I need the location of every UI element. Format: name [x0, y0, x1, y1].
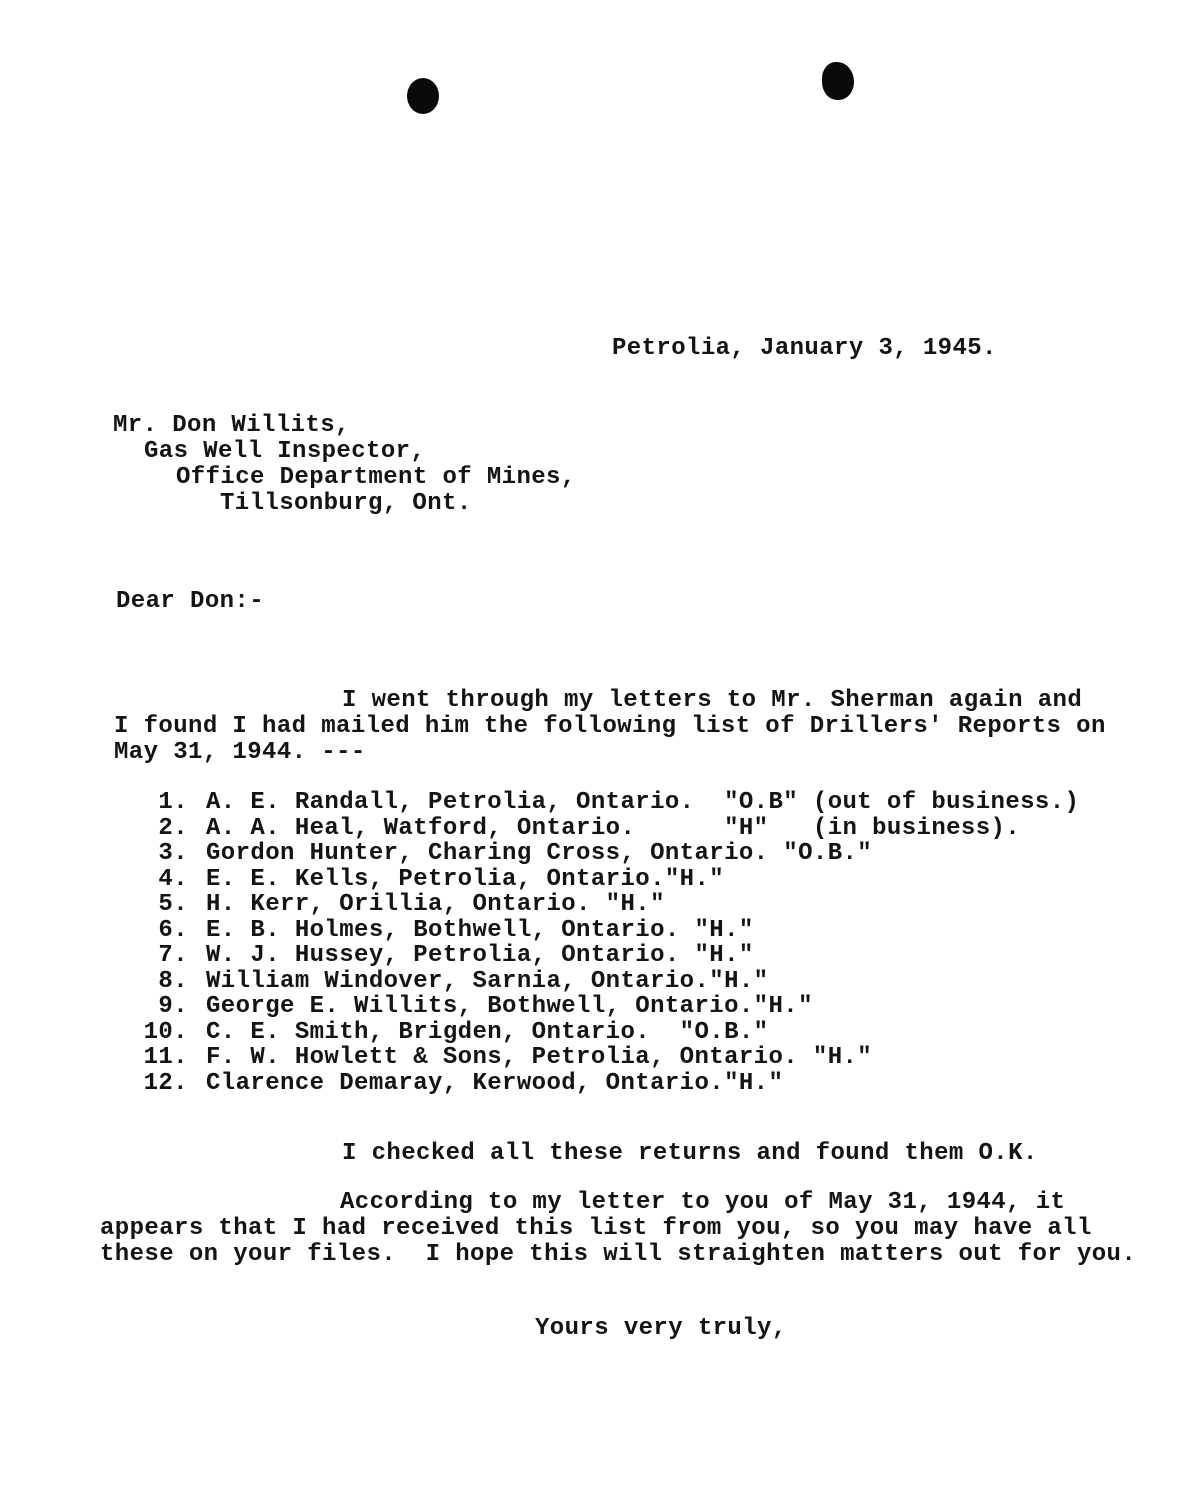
list-item-number: 6. — [158, 916, 188, 944]
list-item — [96, 1071, 1079, 1097]
list-item-text: A. E. Randall, Petrolia, Ontario. "O.B" (out of business.) — [206, 789, 1080, 816]
list-item — [96, 1020, 1079, 1046]
recipient-name: Mr. Don Willits, — [113, 412, 350, 439]
list-item-text: H. Kerr, Orillia, Ontario. "H." — [206, 891, 665, 918]
salutation: Dear Don:- — [116, 588, 265, 615]
closing-line: appears that I had received this list from you, so you may have all — [100, 1215, 1092, 1242]
intro-line: May 31, 1944. --- — [114, 739, 366, 766]
list-item-text: C. E. Smith, Brigden, Ontario. "O.B." — [206, 1018, 769, 1046]
list-item — [96, 841, 1079, 867]
closing-line: these on your files. I hope this will straighten matters out for you. — [100, 1241, 1137, 1268]
list-item-number: 9. — [158, 993, 188, 1020]
list-item-number: 1. — [158, 789, 188, 816]
list-item — [96, 1045, 1079, 1071]
list-item-text: A. A. Heal, Watford, Ontario. "H" (in business). — [206, 814, 1021, 842]
list-item-number: 12. — [143, 1069, 188, 1097]
punch-hole-left — [407, 78, 439, 114]
list-item — [96, 918, 1079, 944]
list-item-text: W. J. Hussey, Petrolia, Ontario. "H." — [206, 942, 754, 969]
punch-hole-right — [822, 62, 854, 100]
list-item-text: Gordon Hunter, Charing Cross, Ontario. "O.B." — [206, 840, 873, 867]
recipient-city: Tillsonburg, Ont. — [220, 490, 472, 517]
closing-line: According to my letter to you of May 31, 1944, it — [340, 1189, 1066, 1216]
list-item-number: 10. — [143, 1018, 188, 1046]
list-item-text: George E. Willits, Bothwell, Ontario."H." — [206, 993, 813, 1020]
list-item — [96, 790, 1079, 816]
intro-line: I found I had mailed him the following list of Drillers' Reports on — [114, 713, 1106, 740]
list-item-number: 5. — [158, 891, 188, 918]
intro-paragraph — [114, 688, 1106, 766]
recipient-office: Office Department of Mines, — [176, 464, 576, 491]
list-item-number: 8. — [158, 967, 188, 995]
intro-line: I went through my letters to Mr. Sherman again and — [342, 687, 1083, 714]
list-item-text: William Windover, Sarnia, Ontario."H." — [206, 967, 769, 995]
list-item — [96, 969, 1079, 995]
list-item-number: 4. — [158, 865, 188, 893]
date-line: Petrolia, January 3, 1945. — [612, 335, 997, 362]
list-item-text: E. B. Holmes, Bothwell, Ontario. "H." — [206, 916, 754, 944]
list-item-text: E. E. Kells, Petrolia, Ontario."H." — [206, 865, 725, 893]
checked-line: I checked all these returns and found them O.K. — [342, 1140, 1038, 1167]
list-item — [96, 892, 1079, 918]
list-item-number: 11. — [143, 1044, 188, 1071]
list-item — [96, 994, 1079, 1020]
drillers-list — [96, 790, 1079, 1096]
list-item-number: 3. — [158, 840, 188, 867]
list-item-text: F. W. Howlett & Sons, Petrolia, Ontario. "H." — [206, 1044, 873, 1071]
list-item-text: Clarence Demaray, Kerwood, Ontario."H." — [206, 1069, 784, 1097]
list-item — [96, 867, 1079, 893]
list-item-number: 2. — [158, 814, 188, 842]
list-item — [96, 816, 1079, 842]
complimentary-close: Yours very truly, — [535, 1315, 787, 1342]
closing-paragraph — [100, 1190, 1136, 1268]
list-item — [96, 943, 1079, 969]
recipient-title: Gas Well Inspector, — [144, 438, 426, 465]
list-item-number: 7. — [158, 942, 188, 969]
